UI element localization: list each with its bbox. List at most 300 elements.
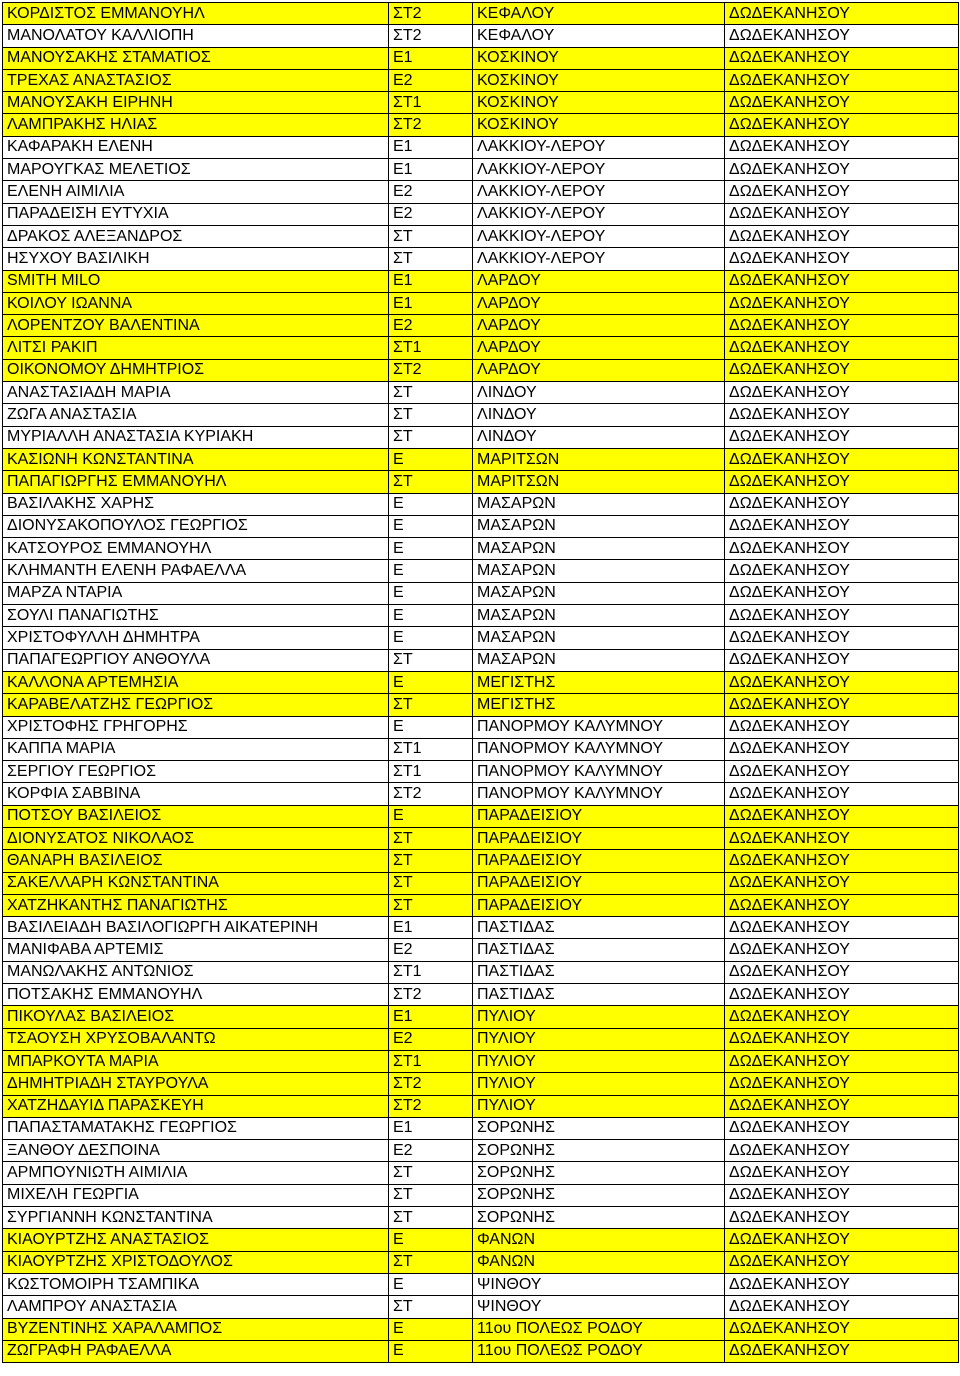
school-cell: ΠΥΛΙΟΥ xyxy=(473,1006,725,1028)
school-cell: ΚΕΦΑΛΟΥ xyxy=(473,3,725,25)
table-row xyxy=(3,426,959,448)
table-row xyxy=(3,605,959,627)
teacher-name-cell: ΖΩΓΑ ΑΝΑΣΤΑΣΙΑ xyxy=(3,404,389,426)
specialty-cell: ΣΤ1 xyxy=(389,761,473,783)
specialty-cell: Ε1 xyxy=(389,159,473,181)
table-row xyxy=(3,493,959,515)
specialty-cell: ΣΤ2 xyxy=(389,3,473,25)
region-cell: ΔΩΔΕΚΑΝΗΣΟΥ xyxy=(725,515,959,537)
region-cell: ΔΩΔΕΚΑΝΗΣΟΥ xyxy=(725,181,959,203)
teacher-name-cell: SMITH MILO xyxy=(3,270,389,292)
specialty-cell: ΣΤ xyxy=(389,694,473,716)
region-cell: ΔΩΔΕΚΑΝΗΣΟΥ xyxy=(725,671,959,693)
region-cell: ΔΩΔΕΚΑΝΗΣΟΥ xyxy=(725,805,959,827)
school-cell: ΛΑΡΔΟΥ xyxy=(473,315,725,337)
specialty-cell: Ε1 xyxy=(389,1117,473,1139)
region-cell: ΔΩΔΕΚΑΝΗΣΟΥ xyxy=(725,426,959,448)
region-cell: ΔΩΔΕΚΑΝΗΣΟΥ xyxy=(725,1207,959,1229)
school-cell: ΠΥΛΙΟΥ xyxy=(473,1095,725,1117)
teacher-name-cell: ΛΑΜΠΡΟΥ ΑΝΑΣΤΑΣΙΑ xyxy=(3,1296,389,1318)
table-row xyxy=(3,1273,959,1295)
table-row xyxy=(3,1162,959,1184)
teacher-name-cell: ΕΛΕΝΗ ΑΙΜΙΛΙΑ xyxy=(3,181,389,203)
table-row xyxy=(3,582,959,604)
school-cell: ΛΑΡΔΟΥ xyxy=(473,359,725,381)
specialty-cell: Ε1 xyxy=(389,292,473,314)
region-cell: ΔΩΔΕΚΑΝΗΣΟΥ xyxy=(725,627,959,649)
school-cell: ΛΑΡΔΟΥ xyxy=(473,337,725,359)
region-cell: ΔΩΔΕΚΑΝΗΣΟΥ xyxy=(725,560,959,582)
teacher-name-cell: ΚΑΛΛΟΝΑ ΑΡΤΕΜΗΣΙΑ xyxy=(3,671,389,693)
teacher-name-cell: ΚΑΤΣΟΥΡΟΣ ΕΜΜΑΝΟΥΗΛ xyxy=(3,538,389,560)
table-row xyxy=(3,1207,959,1229)
table-row xyxy=(3,1050,959,1072)
specialty-cell: ΣΤ xyxy=(389,248,473,270)
school-cell: ΛΑΡΔΟΥ xyxy=(473,292,725,314)
school-cell: 11ου ΠΟΛΕΩΣ ΡΟΔΟΥ xyxy=(473,1340,725,1362)
region-cell: ΔΩΔΕΚΑΝΗΣΟΥ xyxy=(725,1095,959,1117)
region-cell: ΔΩΔΕΚΑΝΗΣΟΥ xyxy=(725,203,959,225)
specialty-cell: ΣΤ xyxy=(389,1207,473,1229)
table-row xyxy=(3,69,959,91)
teacher-name-cell: ΠΑΡΑΔΕΙΣΗ ΕΥΤΥΧΙΑ xyxy=(3,203,389,225)
teacher-name-cell: ΠΟΤΣΟΥ ΒΑΣΙΛΕΙΟΣ xyxy=(3,805,389,827)
specialty-cell: ΣΤ1 xyxy=(389,337,473,359)
table-row xyxy=(3,270,959,292)
table-row xyxy=(3,1006,959,1028)
region-cell: ΔΩΔΕΚΑΝΗΣΟΥ xyxy=(725,292,959,314)
specialty-cell: Ε1 xyxy=(389,270,473,292)
region-cell: ΔΩΔΕΚΑΝΗΣΟΥ xyxy=(725,1273,959,1295)
specialty-cell: ΣΤ xyxy=(389,404,473,426)
school-cell: ΛΑΚΚΙΟΥ-ΛΕΡΟΥ xyxy=(473,159,725,181)
table-row xyxy=(3,448,959,470)
school-cell: ΣΟΡΩΝΗΣ xyxy=(473,1162,725,1184)
table-row xyxy=(3,917,959,939)
specialty-cell: ΣΤ xyxy=(389,872,473,894)
school-cell: ΛΑΚΚΙΟΥ-ΛΕΡΟΥ xyxy=(473,181,725,203)
region-cell: ΔΩΔΕΚΑΝΗΣΟΥ xyxy=(725,939,959,961)
table-row xyxy=(3,3,959,25)
school-cell: ΜΑΣΑΡΩΝ xyxy=(473,538,725,560)
teacher-name-cell: ΜΑΝΙΦΑΒΑ ΑΡΤΕΜΙΣ xyxy=(3,939,389,961)
teacher-name-cell: ΘΑΝΑΡΗ ΒΑΣΙΛΕΙΟΣ xyxy=(3,850,389,872)
table-row xyxy=(3,560,959,582)
teacher-name-cell: ΜΙΧΕΛΗ ΓΕΩΡΓΙΑ xyxy=(3,1184,389,1206)
table-row xyxy=(3,984,959,1006)
table-row xyxy=(3,1140,959,1162)
school-cell: ΠΑΣΤΙΔΑΣ xyxy=(473,939,725,961)
specialty-cell: Ε xyxy=(389,538,473,560)
school-cell: ΦΑΝΩΝ xyxy=(473,1229,725,1251)
school-cell: ΚΕΦΑΛΟΥ xyxy=(473,25,725,47)
region-cell: ΔΩΔΕΚΑΝΗΣΟΥ xyxy=(725,894,959,916)
school-cell: ΜΑΣΑΡΩΝ xyxy=(473,605,725,627)
region-cell: ΔΩΔΕΚΑΝΗΣΟΥ xyxy=(725,538,959,560)
region-cell: ΔΩΔΕΚΑΝΗΣΟΥ xyxy=(725,270,959,292)
table-row xyxy=(3,805,959,827)
specialty-cell: Ε xyxy=(389,1340,473,1362)
school-cell: ΜΑΣΑΡΩΝ xyxy=(473,560,725,582)
teacher-name-cell: ΠΑΠΑΓΕΩΡΓΙΟΥ ΑΝΘΟΥΛΑ xyxy=(3,649,389,671)
table-row xyxy=(3,1184,959,1206)
school-cell: ΛΑΚΚΙΟΥ-ΛΕΡΟΥ xyxy=(473,203,725,225)
teacher-name-cell: ΑΝΑΣΤΑΣΙΑΔΗ ΜΑΡΙΑ xyxy=(3,382,389,404)
specialty-cell: Ε2 xyxy=(389,203,473,225)
table-row xyxy=(3,939,959,961)
specialty-cell: Ε2 xyxy=(389,315,473,337)
specialty-cell: ΣΤ2 xyxy=(389,984,473,1006)
teacher-name-cell: ΧΑΤΖΗΚΑΝΤΗΣ ΠΑΝΑΓΙΩΤΗΣ xyxy=(3,894,389,916)
teacher-roster-table xyxy=(2,2,959,1363)
school-cell: ΠΑΝΟΡΜΟΥ ΚΑΛΥΜΝΟΥ xyxy=(473,738,725,760)
table-row xyxy=(3,627,959,649)
region-cell: ΔΩΔΕΚΑΝΗΣΟΥ xyxy=(725,471,959,493)
specialty-cell: Ε xyxy=(389,716,473,738)
teacher-name-cell: ΚΟΡΔΙΣΤΟΣ ΕΜΜΑΝΟΥΗΛ xyxy=(3,3,389,25)
region-cell: ΔΩΔΕΚΑΝΗΣΟΥ xyxy=(725,448,959,470)
region-cell: ΔΩΔΕΚΑΝΗΣΟΥ xyxy=(725,694,959,716)
specialty-cell: ΣΤ xyxy=(389,827,473,849)
specialty-cell: ΣΤ xyxy=(389,894,473,916)
specialty-cell: Ε xyxy=(389,448,473,470)
teacher-name-cell: ΣΥΡΓΙΑΝΝΗ ΚΩΝΣΤΑΝΤΙΝΑ xyxy=(3,1207,389,1229)
school-cell: ΜΑΣΑΡΩΝ xyxy=(473,515,725,537)
specialty-cell: ΣΤ xyxy=(389,1251,473,1273)
specialty-cell: Ε2 xyxy=(389,181,473,203)
specialty-cell: ΣΤ2 xyxy=(389,783,473,805)
school-cell: ΚΟΣΚΙΝΟΥ xyxy=(473,47,725,69)
school-cell: ΛΑΡΔΟΥ xyxy=(473,270,725,292)
region-cell: ΔΩΔΕΚΑΝΗΣΟΥ xyxy=(725,315,959,337)
table-row xyxy=(3,337,959,359)
specialty-cell: ΣΤ xyxy=(389,1162,473,1184)
teacher-name-cell: ΚΑΦΑΡΑΚΗ ΕΛΕΝΗ xyxy=(3,136,389,158)
region-cell: ΔΩΔΕΚΑΝΗΣΟΥ xyxy=(725,1229,959,1251)
region-cell: ΔΩΔΕΚΑΝΗΣΟΥ xyxy=(725,404,959,426)
teacher-name-cell: ΣΕΡΓΙΟΥ ΓΕΩΡΓΙΟΣ xyxy=(3,761,389,783)
region-cell: ΔΩΔΕΚΑΝΗΣΟΥ xyxy=(725,25,959,47)
region-cell: ΔΩΔΕΚΑΝΗΣΟΥ xyxy=(725,872,959,894)
region-cell: ΔΩΔΕΚΑΝΗΣΟΥ xyxy=(725,984,959,1006)
region-cell: ΔΩΔΕΚΑΝΗΣΟΥ xyxy=(725,493,959,515)
specialty-cell: Ε2 xyxy=(389,1140,473,1162)
teacher-name-cell: ΚΩΣΤΟΜΟΙΡΗ ΤΣΑΜΠΙΚΑ xyxy=(3,1273,389,1295)
school-cell: ΠΑΝΟΡΜΟΥ ΚΑΛΥΜΝΟΥ xyxy=(473,716,725,738)
school-cell: ΦΑΝΩΝ xyxy=(473,1251,725,1273)
school-cell: ΜΑΣΑΡΩΝ xyxy=(473,627,725,649)
teacher-name-cell: ΟΙΚΟΝΟΜΟΥ ΔΗΜΗΤΡΙΟΣ xyxy=(3,359,389,381)
region-cell: ΔΩΔΕΚΑΝΗΣΟΥ xyxy=(725,1073,959,1095)
teacher-name-cell: ΚΑΣΙΩΝΗ ΚΩΝΣΤΑΝΤΙΝΑ xyxy=(3,448,389,470)
table-row xyxy=(3,649,959,671)
table-row xyxy=(3,761,959,783)
region-cell: ΔΩΔΕΚΑΝΗΣΟΥ xyxy=(725,248,959,270)
region-cell: ΔΩΔΕΚΑΝΗΣΟΥ xyxy=(725,359,959,381)
teacher-name-cell: ΔΗΜΗΤΡΙΑΔΗ ΣΤΑΥΡΟΥΛΑ xyxy=(3,1073,389,1095)
specialty-cell: ΣΤ xyxy=(389,426,473,448)
specialty-cell: Ε1 xyxy=(389,47,473,69)
teacher-name-cell: ΔΙΟΝΥΣΑΤΟΣ ΝΙΚΟΛΑΟΣ xyxy=(3,827,389,849)
teacher-name-cell: ΧΡΙΣΤΟΦΥΛΛΗ ΔΗΜΗΤΡΑ xyxy=(3,627,389,649)
specialty-cell: ΣΤ xyxy=(389,225,473,247)
specialty-cell: ΣΤ xyxy=(389,850,473,872)
table-row xyxy=(3,716,959,738)
school-cell: ΠΑΡΑΔΕΙΣΙΟΥ xyxy=(473,805,725,827)
specialty-cell: Ε xyxy=(389,1318,473,1340)
table-row xyxy=(3,1229,959,1251)
specialty-cell: Ε xyxy=(389,1273,473,1295)
school-cell: ΚΟΣΚΙΝΟΥ xyxy=(473,92,725,114)
specialty-cell: Ε xyxy=(389,582,473,604)
table-row xyxy=(3,136,959,158)
school-cell: 11ου ΠΟΛΕΩΣ ΡΟΔΟΥ xyxy=(473,1318,725,1340)
table-row xyxy=(3,850,959,872)
region-cell: ΔΩΔΕΚΑΝΗΣΟΥ xyxy=(725,783,959,805)
teacher-name-cell: ΑΡΜΠΟΥΝΙΩΤΗ ΑΙΜΙΛΙΑ xyxy=(3,1162,389,1184)
region-cell: ΔΩΔΕΚΑΝΗΣΟΥ xyxy=(725,3,959,25)
table-row xyxy=(3,827,959,849)
specialty-cell: Ε xyxy=(389,560,473,582)
school-cell: ΣΟΡΩΝΗΣ xyxy=(473,1184,725,1206)
table-row xyxy=(3,471,959,493)
table-row xyxy=(3,671,959,693)
table-row xyxy=(3,1073,959,1095)
teacher-name-cell: ΜΑΝΟΥΣΑΚΗ ΕΙΡΗΝΗ xyxy=(3,92,389,114)
region-cell: ΔΩΔΕΚΑΝΗΣΟΥ xyxy=(725,47,959,69)
school-cell: ΠΥΛΙΟΥ xyxy=(473,1028,725,1050)
region-cell: ΔΩΔΕΚΑΝΗΣΟΥ xyxy=(725,92,959,114)
school-cell: ΛΙΝΔΟΥ xyxy=(473,404,725,426)
region-cell: ΔΩΔΕΚΑΝΗΣΟΥ xyxy=(725,850,959,872)
school-cell: ΜΑΣΑΡΩΝ xyxy=(473,582,725,604)
specialty-cell: ΣΤ2 xyxy=(389,114,473,136)
specialty-cell: Ε1 xyxy=(389,917,473,939)
school-cell: ΛΑΚΚΙΟΥ-ΛΕΡΟΥ xyxy=(473,136,725,158)
table-row xyxy=(3,538,959,560)
region-cell: ΔΩΔΕΚΑΝΗΣΟΥ xyxy=(725,961,959,983)
teacher-name-cell: ΒΑΣΙΛΕΙΑΔΗ ΒΑΣΙΛΟΓΙΩΡΓΗ ΑΙΚΑΤΕΡΙΝΗ xyxy=(3,917,389,939)
specialty-cell: Ε2 xyxy=(389,1028,473,1050)
region-cell: ΔΩΔΕΚΑΝΗΣΟΥ xyxy=(725,716,959,738)
region-cell: ΔΩΔΕΚΑΝΗΣΟΥ xyxy=(725,1340,959,1362)
teacher-name-cell: ΔΡΑΚΟΣ ΑΛΕΞΑΝΔΡΟΣ xyxy=(3,225,389,247)
teacher-name-cell: ΖΩΓΡΑΦΗ ΡΑΦΑΕΛΛΑ xyxy=(3,1340,389,1362)
teacher-name-cell: ΒΥΖΕΝΤΙΝΗΣ ΧΑΡΑΛΑΜΠΟΣ xyxy=(3,1318,389,1340)
table-row xyxy=(3,47,959,69)
teacher-name-cell: ΒΑΣΙΛΑΚΗΣ ΧΑΡΗΣ xyxy=(3,493,389,515)
school-cell: ΜΕΓΙΣΤΗΣ xyxy=(473,694,725,716)
school-cell: ΠΑΝΟΡΜΟΥ ΚΑΛΥΜΝΟΥ xyxy=(473,783,725,805)
teacher-name-cell: ΤΡΕΧΑΣ ΑΝΑΣΤΑΣΙΟΣ xyxy=(3,69,389,91)
region-cell: ΔΩΔΕΚΑΝΗΣΟΥ xyxy=(725,1140,959,1162)
table-row xyxy=(3,181,959,203)
region-cell: ΔΩΔΕΚΑΝΗΣΟΥ xyxy=(725,1318,959,1340)
region-cell: ΔΩΔΕΚΑΝΗΣΟΥ xyxy=(725,136,959,158)
region-cell: ΔΩΔΕΚΑΝΗΣΟΥ xyxy=(725,1162,959,1184)
teacher-name-cell: ΜΑΝΟΥΣΑΚΗΣ ΣΤΑΜΑΤΙΟΣ xyxy=(3,47,389,69)
teacher-name-cell: ΚΙΑΟΥΡΤΖΗΣ ΑΝΑΣΤΑΣΙΟΣ xyxy=(3,1229,389,1251)
school-cell: ΜΑΡΙΤΣΩΝ xyxy=(473,471,725,493)
region-cell: ΔΩΔΕΚΑΝΗΣΟΥ xyxy=(725,225,959,247)
table-row xyxy=(3,961,959,983)
teacher-name-cell: ΜΠΑΡΚΟΥΤΑ ΜΑΡΙΑ xyxy=(3,1050,389,1072)
specialty-cell: ΣΤ xyxy=(389,1296,473,1318)
region-cell: ΔΩΔΕΚΑΝΗΣΟΥ xyxy=(725,1251,959,1273)
table-row xyxy=(3,315,959,337)
specialty-cell: ΣΤ xyxy=(389,649,473,671)
specialty-cell: ΣΤ1 xyxy=(389,92,473,114)
table-row xyxy=(3,114,959,136)
teacher-name-cell: ΠΑΠΑΣΤΑΜΑΤΑΚΗΣ ΓΕΩΡΓΙΟΣ xyxy=(3,1117,389,1139)
teacher-name-cell: ΚΑΡΑΒΕΛΑΤΖΗΣ ΓΕΩΡΓΙΟΣ xyxy=(3,694,389,716)
table-row xyxy=(3,159,959,181)
specialty-cell: ΣΤ1 xyxy=(389,1050,473,1072)
table-row xyxy=(3,738,959,760)
school-cell: ΠΑΣΤΙΔΑΣ xyxy=(473,917,725,939)
specialty-cell: ΣΤ2 xyxy=(389,359,473,381)
region-cell: ΔΩΔΕΚΑΝΗΣΟΥ xyxy=(725,1028,959,1050)
specialty-cell: Ε xyxy=(389,805,473,827)
teacher-name-cell: ΜΑΡΖΑ ΝΤΑΡΙΑ xyxy=(3,582,389,604)
school-cell: ΜΑΡΙΤΣΩΝ xyxy=(473,448,725,470)
teacher-name-cell: ΧΡΙΣΤΟΦΗΣ ΓΡΗΓΟΡΗΣ xyxy=(3,716,389,738)
table-row xyxy=(3,1028,959,1050)
school-cell: ΠΑΡΑΔΕΙΣΙΟΥ xyxy=(473,894,725,916)
region-cell: ΔΩΔΕΚΑΝΗΣΟΥ xyxy=(725,761,959,783)
teacher-name-cell: ΜΑΝΟΛΑΤΟΥ ΚΑΛΛΙΟΠΗ xyxy=(3,25,389,47)
table-row xyxy=(3,225,959,247)
table-row xyxy=(3,382,959,404)
specialty-cell: Ε xyxy=(389,671,473,693)
region-cell: ΔΩΔΕΚΑΝΗΣΟΥ xyxy=(725,382,959,404)
teacher-name-cell: ΠΑΠΑΓΙΩΡΓΗΣ ΕΜΜΑΝΟΥΗΛ xyxy=(3,471,389,493)
school-cell: ΠΑΝΟΡΜΟΥ ΚΑΛΥΜΝΟΥ xyxy=(473,761,725,783)
region-cell: ΔΩΔΕΚΑΝΗΣΟΥ xyxy=(725,1006,959,1028)
specialty-cell: Ε1 xyxy=(389,136,473,158)
school-cell: ΠΑΡΑΔΕΙΣΙΟΥ xyxy=(473,850,725,872)
region-cell: ΔΩΔΕΚΑΝΗΣΟΥ xyxy=(725,1050,959,1072)
teacher-name-cell: ΠΟΤΣΑΚΗΣ ΕΜΜΑΝΟΥΗΛ xyxy=(3,984,389,1006)
school-cell: ΛΑΚΚΙΟΥ-ΛΕΡΟΥ xyxy=(473,225,725,247)
region-cell: ΔΩΔΕΚΑΝΗΣΟΥ xyxy=(725,1184,959,1206)
table-row xyxy=(3,203,959,225)
teacher-name-cell: ΚΟΙΛΟΥ ΙΩΑΝΝΑ xyxy=(3,292,389,314)
roster-body xyxy=(3,3,959,1363)
teacher-name-cell: ΛΙΤΣΙ ΡΑΚΙΠ xyxy=(3,337,389,359)
school-cell: ΠΑΣΤΙΔΑΣ xyxy=(473,961,725,983)
teacher-name-cell: ΜΑΝΩΛΑΚΗΣ ΑΝΤΩΝΙΟΣ xyxy=(3,961,389,983)
teacher-name-cell: ΜΥΡΙΑΛΛΗ ΑΝΑΣΤΑΣΙΑ ΚΥΡΙΑΚΗ xyxy=(3,426,389,448)
teacher-name-cell: ΤΣΑΟΥΣΗ ΧΡΥΣΟΒΑΛΑΝΤΩ xyxy=(3,1028,389,1050)
school-cell: ΠΑΡΑΔΕΙΣΙΟΥ xyxy=(473,872,725,894)
table-row xyxy=(3,783,959,805)
school-cell: ΨΙΝΘΟΥ xyxy=(473,1296,725,1318)
specialty-cell: ΣΤ2 xyxy=(389,25,473,47)
table-row xyxy=(3,1340,959,1362)
table-row xyxy=(3,25,959,47)
specialty-cell: Ε xyxy=(389,1229,473,1251)
teacher-name-cell: ΜΑΡΟΥΓΚΑΣ ΜΕΛΕΤΙΟΣ xyxy=(3,159,389,181)
table-row xyxy=(3,1117,959,1139)
specialty-cell: ΣΤ1 xyxy=(389,738,473,760)
teacher-name-cell: ΔΙΟΝΥΣΑΚΟΠΟΥΛΟΣ ΓΕΩΡΓΙΟΣ xyxy=(3,515,389,537)
teacher-name-cell: ΚΟΡΦΙΑ ΣΑΒΒΙΝΑ xyxy=(3,783,389,805)
school-cell: ΛΙΝΔΟΥ xyxy=(473,382,725,404)
specialty-cell: Ε xyxy=(389,627,473,649)
school-cell: ΠΥΛΙΟΥ xyxy=(473,1050,725,1072)
teacher-name-cell: ΛΑΜΠΡΑΚΗΣ ΗΛΙΑΣ xyxy=(3,114,389,136)
school-cell: ΠΑΣΤΙΔΑΣ xyxy=(473,984,725,1006)
region-cell: ΔΩΔΕΚΑΝΗΣΟΥ xyxy=(725,649,959,671)
teacher-name-cell: ΠΙΚΟΥΛΑΣ ΒΑΣΙΛΕΙΟΣ xyxy=(3,1006,389,1028)
region-cell: ΔΩΔΕΚΑΝΗΣΟΥ xyxy=(725,114,959,136)
specialty-cell: Ε2 xyxy=(389,69,473,91)
school-cell: ΛΑΚΚΙΟΥ-ΛΕΡΟΥ xyxy=(473,248,725,270)
table-row xyxy=(3,694,959,716)
specialty-cell: Ε1 xyxy=(389,1006,473,1028)
table-row xyxy=(3,872,959,894)
table-row xyxy=(3,515,959,537)
school-cell: ΠΑΡΑΔΕΙΣΙΟΥ xyxy=(473,827,725,849)
school-cell: ΨΙΝΘΟΥ xyxy=(473,1273,725,1295)
region-cell: ΔΩΔΕΚΑΝΗΣΟΥ xyxy=(725,159,959,181)
region-cell: ΔΩΔΕΚΑΝΗΣΟΥ xyxy=(725,337,959,359)
region-cell: ΔΩΔΕΚΑΝΗΣΟΥ xyxy=(725,69,959,91)
specialty-cell: Ε2 xyxy=(389,939,473,961)
specialty-cell: ΣΤ2 xyxy=(389,1095,473,1117)
region-cell: ΔΩΔΕΚΑΝΗΣΟΥ xyxy=(725,827,959,849)
teacher-name-cell: ΚΛΗΜΑΝΤΗ ΕΛΕΝΗ ΡΑΦΑΕΛΛΑ xyxy=(3,560,389,582)
table-row xyxy=(3,1318,959,1340)
teacher-name-cell: ΗΣΥΧΟΥ ΒΑΣΙΛΙΚΗ xyxy=(3,248,389,270)
region-cell: ΔΩΔΕΚΑΝΗΣΟΥ xyxy=(725,738,959,760)
school-cell: ΜΑΣΑΡΩΝ xyxy=(473,493,725,515)
teacher-name-cell: ΞΑΝΘΟΥ ΔΕΣΠΟΙΝΑ xyxy=(3,1140,389,1162)
table-row xyxy=(3,894,959,916)
table-row xyxy=(3,292,959,314)
region-cell: ΔΩΔΕΚΑΝΗΣΟΥ xyxy=(725,1117,959,1139)
region-cell: ΔΩΔΕΚΑΝΗΣΟΥ xyxy=(725,605,959,627)
table-row xyxy=(3,359,959,381)
school-cell: ΠΥΛΙΟΥ xyxy=(473,1073,725,1095)
table-row xyxy=(3,404,959,426)
table-row xyxy=(3,248,959,270)
school-cell: ΜΑΣΑΡΩΝ xyxy=(473,649,725,671)
specialty-cell: ΣΤ xyxy=(389,1184,473,1206)
table-row xyxy=(3,1095,959,1117)
school-cell: ΚΟΣΚΙΝΟΥ xyxy=(473,114,725,136)
teacher-name-cell: ΛΟΡΕΝΤΖΟΥ ΒΑΛΕΝΤΙΝΑ xyxy=(3,315,389,337)
region-cell: ΔΩΔΕΚΑΝΗΣΟΥ xyxy=(725,1296,959,1318)
region-cell: ΔΩΔΕΚΑΝΗΣΟΥ xyxy=(725,582,959,604)
specialty-cell: ΣΤ xyxy=(389,471,473,493)
specialty-cell: ΣΤ xyxy=(389,382,473,404)
specialty-cell: ΣΤ2 xyxy=(389,1073,473,1095)
specialty-cell: Ε xyxy=(389,605,473,627)
specialty-cell: ΣΤ1 xyxy=(389,961,473,983)
table-row xyxy=(3,1296,959,1318)
specialty-cell: Ε xyxy=(389,515,473,537)
teacher-name-cell: ΚΑΠΠΑ ΜΑΡΙΑ xyxy=(3,738,389,760)
table-row xyxy=(3,92,959,114)
school-cell: ΛΙΝΔΟΥ xyxy=(473,426,725,448)
school-cell: ΣΟΡΩΝΗΣ xyxy=(473,1140,725,1162)
school-cell: ΣΟΡΩΝΗΣ xyxy=(473,1207,725,1229)
school-cell: ΚΟΣΚΙΝΟΥ xyxy=(473,69,725,91)
teacher-name-cell: ΣΑΚΕΛΛΑΡΗ ΚΩΝΣΤΑΝΤΙΝΑ xyxy=(3,872,389,894)
region-cell: ΔΩΔΕΚΑΝΗΣΟΥ xyxy=(725,917,959,939)
